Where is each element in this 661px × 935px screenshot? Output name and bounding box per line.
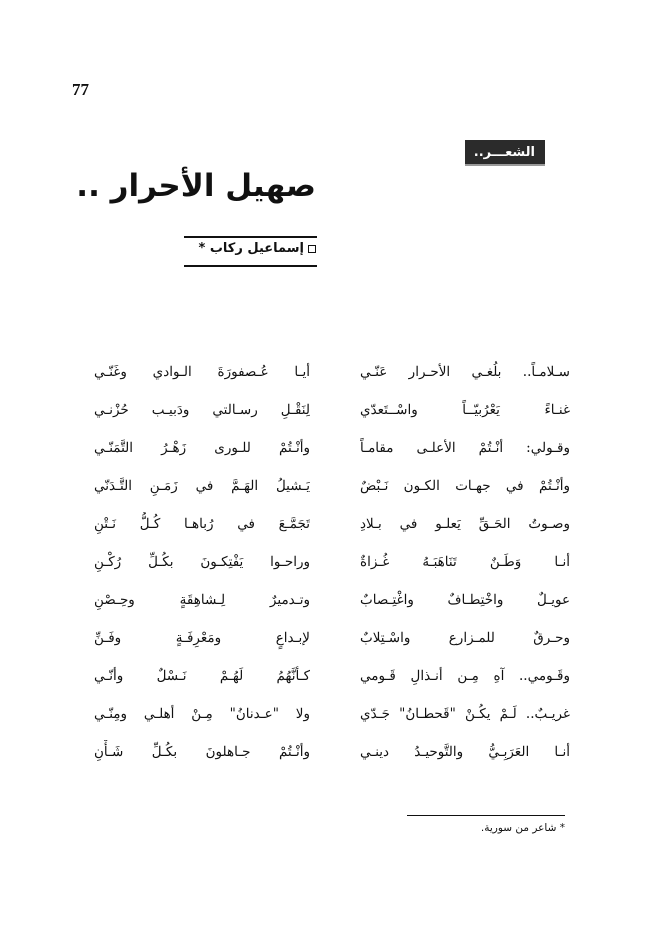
verse-first-hemistich: وصـوتُ الحَـقِّ يَعلـو في بـلادِ	[360, 516, 570, 532]
verse-first-hemistich: أنـا وَطَـنٌ تَنَاهَبَـهُ غُـزاةٌ	[360, 554, 570, 570]
verse-second-hemistich: وأنْـتُمْ جـاهلونَ بكُـلِّ شَـأْنِ	[94, 744, 310, 760]
verse	[0, 474, 661, 502]
author-name: إسماعيل ركاب *	[198, 241, 304, 256]
verse-first-hemistich: وأنْـتُمْ في جهـات الكـون نَـبْضٌ	[360, 478, 570, 494]
verse	[0, 360, 661, 388]
verse	[0, 436, 661, 464]
verse	[0, 398, 661, 426]
verse-second-hemistich: وتـدميرٌ لِـشاهِقَةٍ وحِـصْنِ	[94, 592, 310, 608]
verse-second-hemistich: وراحـوا يَفْتِكـونَ بكُـلِّ رُكْـنِ	[94, 554, 310, 570]
author-rule-bottom	[184, 265, 317, 267]
verse-second-hemistich: كـأنَّهُمُ لَهُـمْ نَـسْلٌ وأنّـي	[94, 668, 310, 684]
verse-second-hemistich: يَـشيلُ الهَـمَّ في زَمَـنِ التَّـدَنّي	[94, 478, 310, 494]
verse-first-hemistich: وقَـومي.. آهِ مِـن أنـذالِ قَـومي	[360, 668, 570, 684]
verse-first-hemistich: وحـرقٌ للمـزارع واسْـتِلابٌ	[360, 630, 570, 646]
footnote-rule	[407, 815, 565, 816]
verse-second-hemistich: تَجَمَّـعَ في رُباهـا كُـلُّ نَـتْنِ	[94, 516, 310, 532]
verse-second-hemistich: لإبـداعٍ ومَعْرِفَـةٍ وفَـنِّ	[94, 630, 310, 646]
verse-first-hemistich: أنـا العَرَبِـيُّ والتَّوحيـدُ دينـي	[360, 744, 570, 760]
verse-first-hemistich: غريـبٌ.. لَـمْ يكُـنْ "قَحطـانُ" جَـدّي	[360, 706, 570, 722]
page-number: 77	[72, 80, 89, 99]
poem-title: صهيل الأحرار ..	[76, 168, 316, 204]
verse-first-hemistich: سـلامـاً.. بلُغـي الأحـرار عَنّـي	[360, 364, 570, 380]
verse-first-hemistich: وقـولي: أنْـتُمْ الأعلـى مقامـاً	[360, 440, 570, 456]
verse-second-hemistich: وأنْـتُمْ للـورى زَهْـرُ التَّمَنّـي	[94, 440, 310, 456]
section-label: الشعـــر..	[465, 140, 545, 166]
verse	[0, 664, 661, 692]
verse-second-hemistich: ولا "عـدنانُ" مِـنْ أهلـي ومِنّـي	[94, 706, 310, 722]
verse	[0, 626, 661, 654]
verse	[0, 702, 661, 730]
verse	[0, 588, 661, 616]
bullet-box-icon	[308, 245, 316, 253]
verse	[0, 740, 661, 768]
verse-first-hemistich: عويـلٌ واخْتِطـافٌ واغْتِـصابٌ	[360, 592, 570, 608]
author-rule-top	[184, 236, 317, 238]
verse	[0, 512, 661, 540]
footnote: * شاعر من سورية.	[480, 822, 565, 834]
author-line	[199, 241, 316, 256]
verse-second-hemistich: أيـا عُـصفورَةَ الـوادي وغَنّـي	[94, 364, 310, 380]
verse-second-hemistich: لِنَقْـلِ رسـالتي ودَبيـب حُزْنـي	[94, 402, 310, 418]
verse-first-hemistich: غنـاءً يَعْرُبيّــاً واسْــتَعدّي	[360, 402, 570, 418]
verse	[0, 550, 661, 578]
